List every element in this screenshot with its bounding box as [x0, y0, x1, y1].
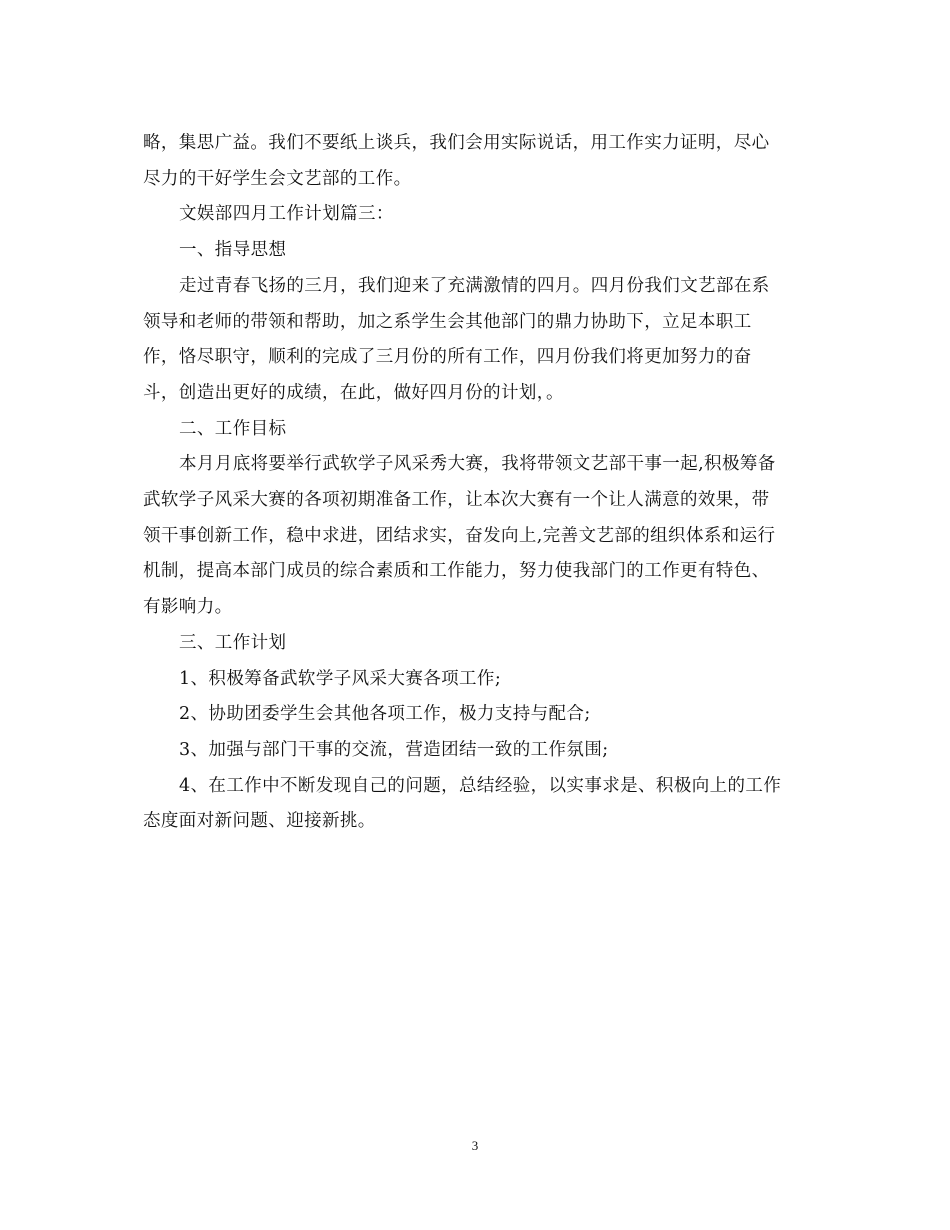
- plan-item-1: 1、积极筹备武软学子风采大赛各项工作;: [179, 668, 502, 689]
- document-body: [143, 126, 815, 840]
- plan-item-4: 4、在工作中不断发现自己的问题，总结经验，以实事求是、积极向上的工作 态度面对新问题、迎接新挑。: [143, 775, 782, 832]
- plan-item-2: 2、协助团委学生会其他各项工作，极力支持与配合;: [179, 704, 591, 725]
- page-number: 3: [471, 1138, 479, 1153]
- heading-work-goals: 二、工作目标: [179, 418, 287, 439]
- heading-work-plan: 三、工作计划: [179, 632, 287, 653]
- section-title-part-three: 文娱部四月工作计划篇三：: [179, 204, 394, 225]
- heading-guiding-ideology: 一、指导思想: [179, 240, 287, 261]
- paragraph-continuation: 略，集思广益。我们不要纸上谈兵，我们会用实际说话，用工作实力证明，尽心 尽力的干好学生会文艺部的工作。: [143, 133, 770, 189]
- plan-item-3: 3、加强与部门干事的交流，营造团结一致的工作氛围;: [179, 739, 609, 760]
- paragraph-work-goals: 本月月底将要举行武软学子风采秀大赛，我将带领文艺部干事一起,积极筹备 武软学子风采大赛的各项初期准备工作，让本次大赛有一个让人满意的效果，带 领干事创新工作，稳中求进，团结求实，奋发向上,完善文艺部的组织体系和运行 机制，提高本部门成员的综合素质和工作能力，努力使我部门的工作更有特色、 有影响力。: [143, 454, 776, 618]
- paragraph-guiding-ideology: 走过青春飞扬的三月，我们迎来了充满激情的四月。四月份我们文艺部在系 领导和老师的带领和帮助，加之系学生会其他部门的鼎力协助下，立足本职工 作，恪尽职守，顺利的完成了三月份的所有工作，四月份我们将更加努力的奋 斗，创造出更好的成绩，在此，做好四月份的计划，。: [143, 275, 770, 403]
